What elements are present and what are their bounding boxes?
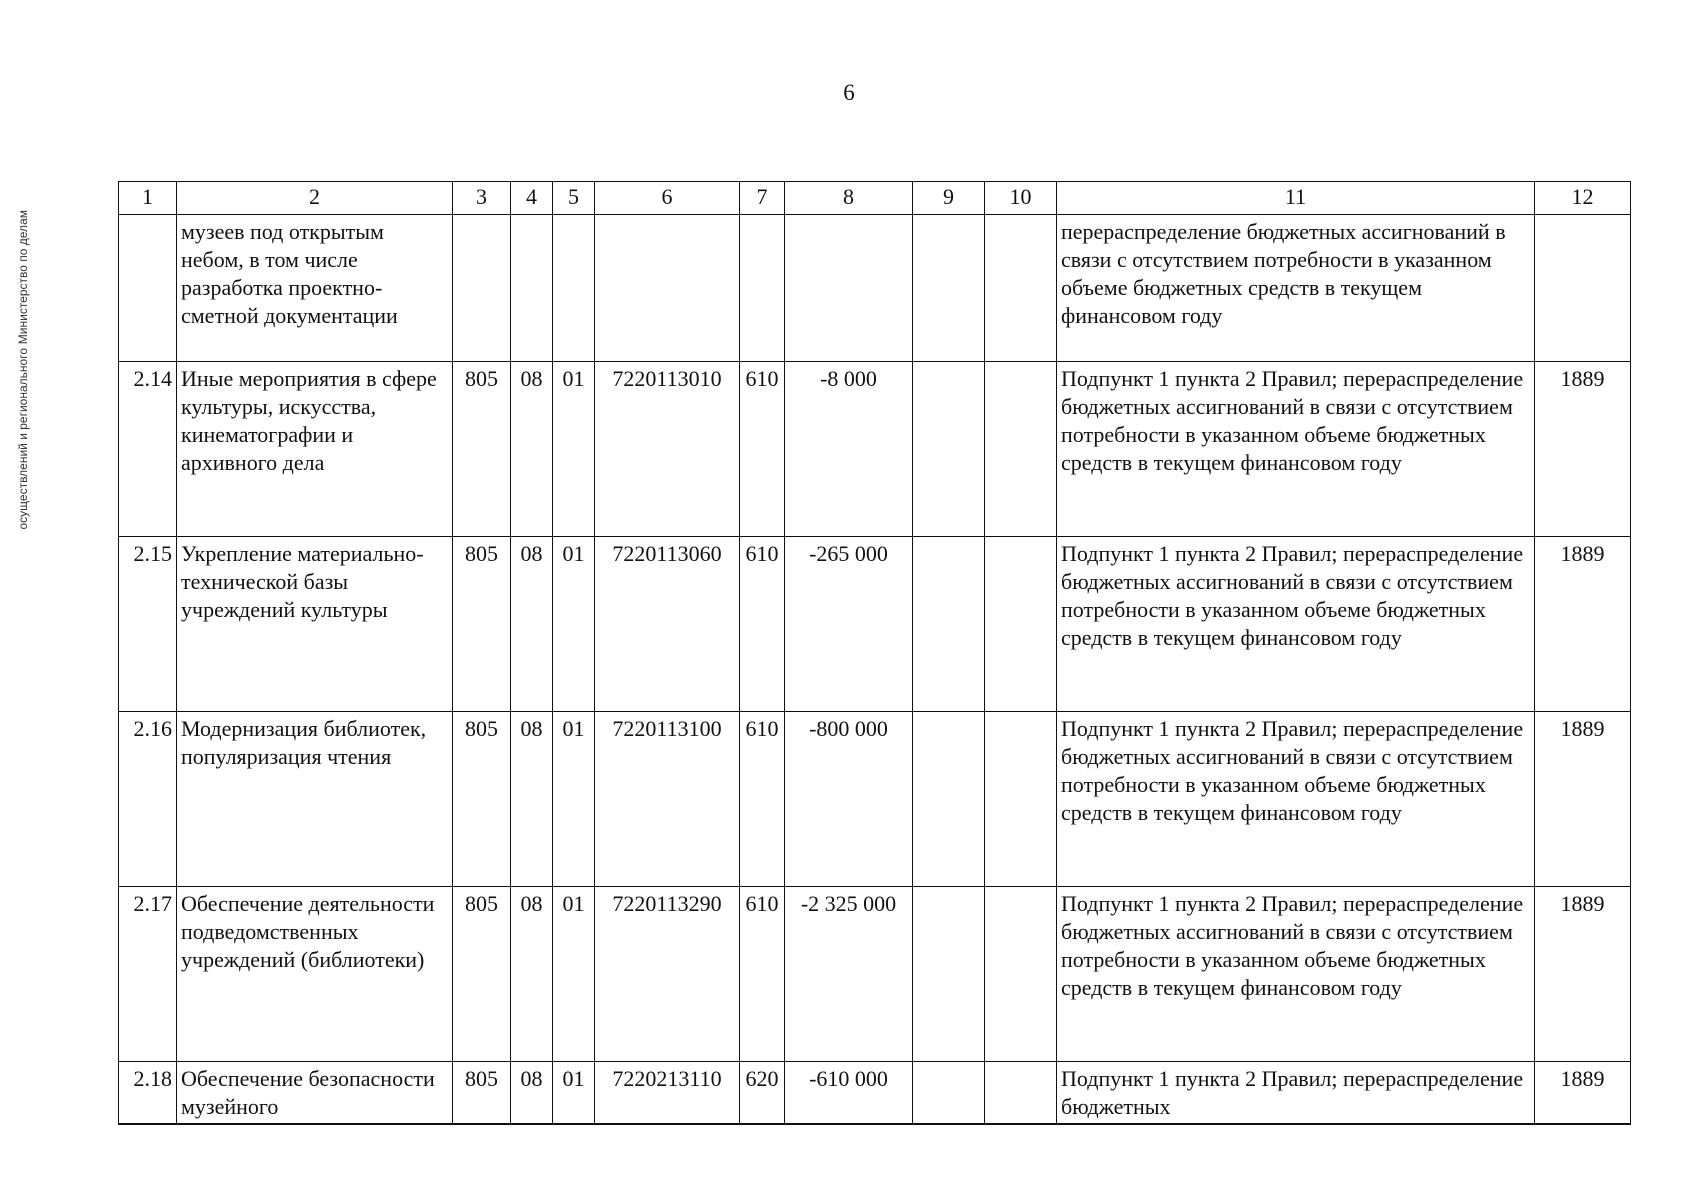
header-col-8: 8 — [785, 182, 913, 215]
cell-c4: 08 — [511, 712, 553, 887]
cell-c5: 01 — [553, 887, 595, 1062]
cell-c9 — [913, 362, 985, 537]
cell-c3 — [453, 215, 511, 362]
page-number: 6 — [843, 80, 855, 105]
cell-c3: 805 — [453, 887, 511, 1062]
cell-c3: 805 — [453, 362, 511, 537]
cell-c6 — [595, 215, 740, 362]
cell-c3: 805 — [453, 537, 511, 712]
cell-c6: 7220113100 — [595, 712, 740, 887]
cell-c7 — [740, 215, 785, 362]
cell-c8 — [785, 215, 913, 362]
side-stamp — [6, 210, 40, 530]
cell-basis: Подпункт 1 пункта 2 Правил; перераспределение бюджетных ассигнований в связи с отсутствием потребности в указанном объеме бюджетных средств в текущем финансовом году — [1057, 887, 1535, 1062]
cell-c3: 805 — [453, 1062, 511, 1124]
cell-c4: 08 — [511, 362, 553, 537]
cell-c5: 01 — [553, 712, 595, 887]
table-row — [119, 887, 1631, 1062]
side-stamp-line-1: Министерство по делам — [15, 210, 30, 345]
table-row — [119, 1062, 1631, 1124]
cell-c5: 01 — [553, 362, 595, 537]
cell-c4: 08 — [511, 887, 553, 1062]
cell-name: Обеспечение деятельности подведомственных учреждений (библиотеки) — [177, 887, 453, 1062]
cell-c5: 01 — [553, 537, 595, 712]
cell-c7: 610 — [740, 712, 785, 887]
side-stamp-line-2: осуществлений и регионального — [15, 348, 30, 530]
cell-amount: -2 325 000 — [785, 887, 913, 1062]
cell-c7: 610 — [740, 362, 785, 537]
cell-c10 — [985, 362, 1057, 537]
cell-c10 — [985, 1062, 1057, 1124]
table-row — [119, 362, 1631, 537]
cell-num: 2.15 — [119, 537, 177, 712]
cell-name: Укрепление материально-технической базы учреждений культуры — [177, 537, 453, 712]
cell-c6: 7220113010 — [595, 362, 740, 537]
cell-c5: 01 — [553, 1062, 595, 1124]
cell-c12: 1889 — [1535, 537, 1631, 712]
cell-c4: 08 — [511, 1062, 553, 1124]
cell-amount: -265 000 — [785, 537, 913, 712]
cell-name: Обеспечение безопасности музейного — [177, 1062, 453, 1124]
table-header-row — [119, 182, 1631, 215]
header-col-5: 5 — [553, 182, 595, 215]
cell-c7: 610 — [740, 537, 785, 712]
header-col-10: 10 — [985, 182, 1057, 215]
cell-name: музеев под открытым небом, в том числе разработка проектно-сметной документации — [177, 215, 453, 362]
cell-c9 — [913, 215, 985, 362]
header-col-1: 1 — [119, 182, 177, 215]
cell-basis: Подпункт 1 пункта 2 Правил; перераспределение бюджетных ассигнований в связи с отсутствием потребности в указанном объеме бюджетных средств в текущем финансовом году — [1057, 362, 1535, 537]
cell-c7: 610 — [740, 887, 785, 1062]
cell-c12: 1889 — [1535, 712, 1631, 887]
cell-c9 — [913, 1062, 985, 1124]
budget-table — [118, 181, 1631, 1125]
cell-num: 2.14 — [119, 362, 177, 537]
cell-c9 — [913, 887, 985, 1062]
cell-c3: 805 — [453, 712, 511, 887]
cell-c5 — [553, 215, 595, 362]
cell-c12: 1889 — [1535, 887, 1631, 1062]
header-col-11: 11 — [1057, 182, 1535, 215]
table-row — [119, 712, 1631, 887]
header-col-6: 6 — [595, 182, 740, 215]
header-col-12: 12 — [1535, 182, 1631, 215]
cell-c10 — [985, 537, 1057, 712]
cell-amount: -800 000 — [785, 712, 913, 887]
cell-amount: -610 000 — [785, 1062, 913, 1124]
cell-basis: перераспределение бюджетных ассигнований в связи с отсутствием потребности в указанном объеме бюджетных средств в текущем финансовом году — [1057, 215, 1535, 362]
cell-c10 — [985, 887, 1057, 1062]
cell-num: 2.18 — [119, 1062, 177, 1124]
cell-c12: 1889 — [1535, 1062, 1631, 1124]
header-col-3: 3 — [453, 182, 511, 215]
table-row-continuation — [119, 215, 1631, 362]
cell-c12 — [1535, 215, 1631, 362]
cell-c10 — [985, 215, 1057, 362]
cell-c7: 620 — [740, 1062, 785, 1124]
cell-name: Иные мероприятия в сфере культуры, искусства, кинематографии и архивного дела — [177, 362, 453, 537]
cell-num — [119, 215, 177, 362]
cell-c9 — [913, 712, 985, 887]
cell-basis: Подпункт 1 пункта 2 Правил; перераспределение бюджетных — [1057, 1062, 1535, 1124]
header-col-4: 4 — [511, 182, 553, 215]
cell-c10 — [985, 712, 1057, 887]
header-col-7: 7 — [740, 182, 785, 215]
header-col-2: 2 — [177, 182, 453, 215]
cell-basis: Подпункт 1 пункта 2 Правил; перераспределение бюджетных ассигнований в связи с отсутствием потребности в указанном объеме бюджетных средств в текущем финансовом году — [1057, 537, 1535, 712]
cell-c6: 7220213110 — [595, 1062, 740, 1124]
cell-c9 — [913, 537, 985, 712]
cell-c6: 7220113060 — [595, 537, 740, 712]
cell-num: 2.17 — [119, 887, 177, 1062]
cell-amount: -8 000 — [785, 362, 913, 537]
cell-basis: Подпункт 1 пункта 2 Правил; перераспределение бюджетных ассигнований в связи с отсутствием потребности в указанном объеме бюджетных средств в текущем финансовом году — [1057, 712, 1535, 887]
header-col-9: 9 — [913, 182, 985, 215]
cell-c4: 08 — [511, 537, 553, 712]
cell-c4 — [511, 215, 553, 362]
cell-num: 2.16 — [119, 712, 177, 887]
table-row — [119, 537, 1631, 712]
cell-name: Модернизация библиотек, популяризация чтения — [177, 712, 453, 887]
cell-c6: 7220113290 — [595, 887, 740, 1062]
cell-c12: 1889 — [1535, 362, 1631, 537]
